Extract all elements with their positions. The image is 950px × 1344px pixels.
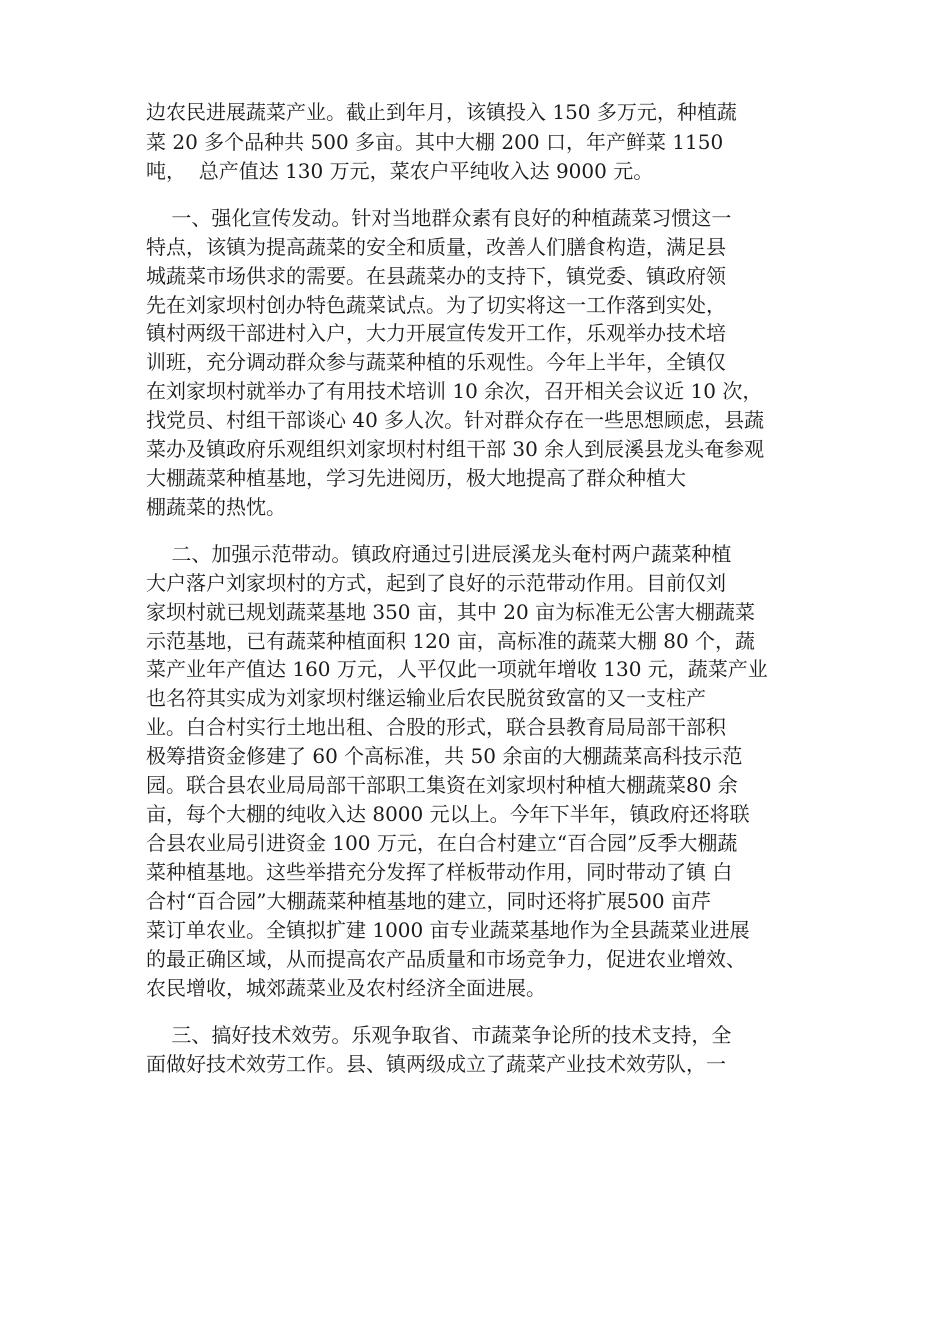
text-line: 吨， 总产值达 130 万元，菜农户平纯收入达 9000 元。 bbox=[146, 159, 654, 183]
text-line: 亩，每个大棚的纯收入达 8000 元以上。今年下半年，镇政府还将联 bbox=[146, 802, 750, 826]
text-line: 二、加强示范带动。镇政府通过引进辰溪龙头奄村两户蔬菜种植 bbox=[146, 542, 732, 566]
text-line: 也名符其实成为刘家坝村继运输业后农民脱贫致富的又一支柱产 bbox=[146, 686, 706, 710]
text-line: 找党员、村组干部谈心 40 多人次。针对群众存在一些思想顾虑，县蔬 bbox=[146, 408, 765, 432]
text-line: 三、搞好技术效劳。乐观争取省、市蔬菜争论所的技术支持，全 bbox=[146, 1023, 732, 1047]
text-line: 在刘家坝村就举办了有用技术培训 10 余次，召开相关会议近 10 次， bbox=[146, 379, 763, 403]
text-line: 边农民进展蔬菜产业。截止到年月，该镇投入 150 多万元，种植蔬 bbox=[146, 100, 737, 124]
text-line: 棚蔬菜的热忱。 bbox=[146, 495, 286, 519]
text-line: 训班，充分调动群众参与蔬菜种植的乐观性。今年上半年，全镇仅 bbox=[146, 350, 726, 374]
text-line: 大棚蔬菜种植基地，学习先进阅历，极大地提高了群众种植大 bbox=[146, 466, 686, 490]
text-line: 合村“百合园”大棚蔬菜种植基地的建立，同时还将扩展500 亩芹 bbox=[146, 889, 711, 913]
text-line: 极筹措资金修建了 60 个高标准，共 50 余亩的大棚蔬菜高科技示范 bbox=[146, 744, 743, 768]
text-line: 菜种植基地。这些举措充分发挥了样板带动作用，同时带动了镇 白 bbox=[146, 860, 733, 884]
text-line: 合县农业局引进资金 100 万元，在白合村建立“百合园”反季大棚蔬 bbox=[146, 831, 738, 855]
text-line: 农民增收，城郊蔬菜业及农村经济全面进展。 bbox=[146, 976, 546, 1000]
text-line: 特点，该镇为提高蔬菜的安全和质量，改善人们膳食构造，满足县 bbox=[146, 235, 726, 259]
text-line: 菜产业年产值达 160 万元，人平仅此一项就年增收 130 元，蔬菜产业 bbox=[146, 657, 768, 681]
text-line: 菜办及镇政府乐观组织刘家坝村村组干部 30 余人到辰溪县龙头奄参观 bbox=[146, 437, 765, 461]
text-line: 菜 20 多个品种共 500 多亩。其中大棚 200 口，年产鲜菜 1150 bbox=[146, 130, 724, 154]
text-line: 镇村两级干部进村入户，大力开展宣传发开工作，乐观举办技术培 bbox=[146, 321, 726, 345]
text-line: 家坝村就已规划蔬菜基地 350 亩，其中 20 亩为标准无公害大棚蔬菜 bbox=[146, 600, 756, 624]
text-line: 一、强化宣传发动。针对当地群众素有良好的种植蔬菜习惯这一 bbox=[146, 206, 732, 230]
text-line: 园。联合县农业局局部干部职工集资在刘家坝村种植大棚蔬菜80 余 bbox=[146, 773, 738, 797]
text-line: 面做好技术效劳工作。县、镇两级成立了蔬菜产业技术效劳队，一 bbox=[146, 1052, 726, 1076]
text-line: 城蔬菜市场供求的需要。在县蔬菜办的支持下，镇党委、镇政府领 bbox=[146, 264, 726, 288]
text-line: 的最正确区域，从而提高农产品质量和市场竞争力，促进农业增效、 bbox=[146, 947, 746, 971]
text-line: 先在刘家坝村创办特色蔬菜试点。为了切实将这一工作落到实处， bbox=[146, 293, 726, 317]
text-line: 示范基地，已有蔬菜种植面积 120 亩，高标准的蔬菜大棚 80 个，蔬 bbox=[146, 629, 756, 653]
text-line: 菜订单农业。全镇拟扩建 1000 亩专业蔬菜基地作为全县蔬菜业进展 bbox=[146, 918, 750, 942]
text-line: 业。白合村实行土地出租、合股的形式，联合县教育局局部干部积 bbox=[146, 715, 726, 739]
text-line: 大户落户刘家坝村的方式，起到了良好的示范带动作用。目前仅刘 bbox=[146, 571, 726, 595]
